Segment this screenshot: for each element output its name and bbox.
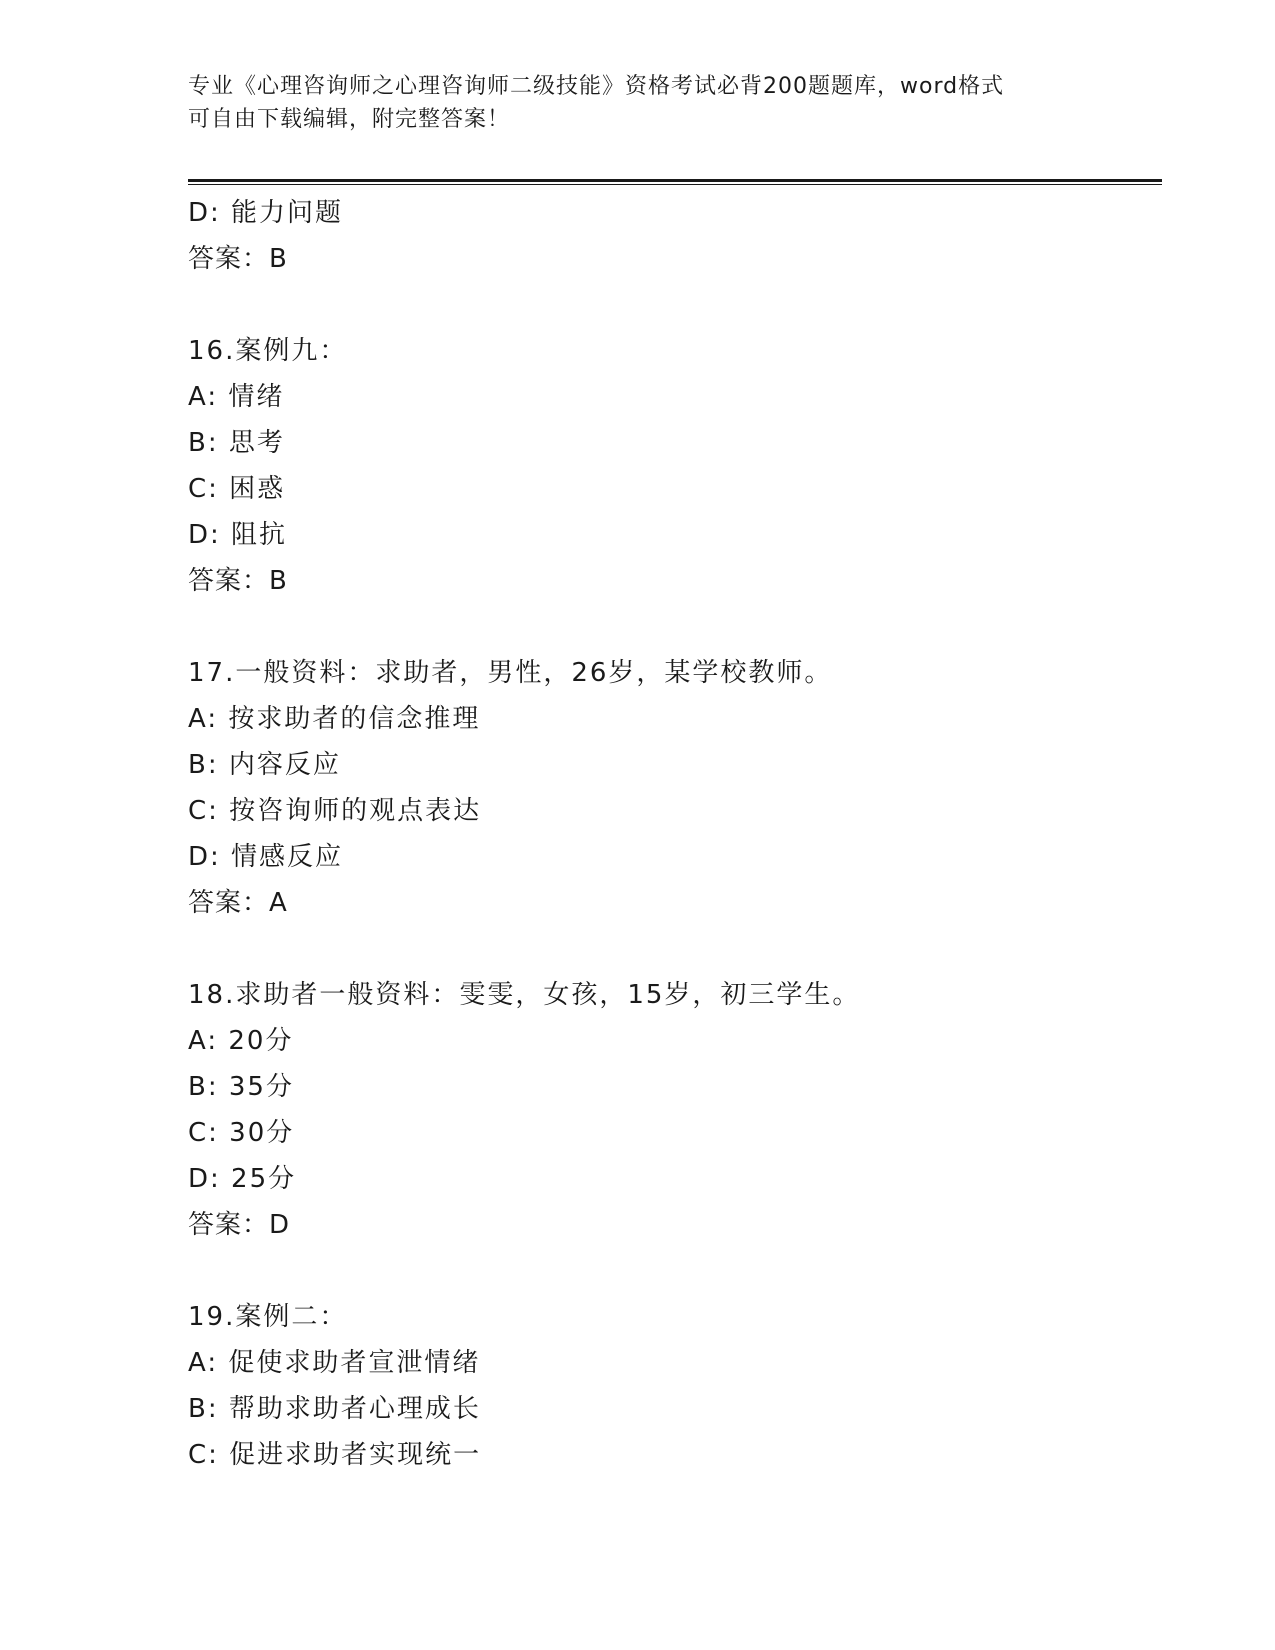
option-b: B: 帮助求助者心理成长 [188,1394,481,1424]
spacer [188,282,1162,328]
option-a: A: 促使求助者宣泄情绪 [188,1348,481,1378]
question-list [188,190,1162,1478]
option-c: C: 促进求助者实现统一 [188,1440,482,1470]
answer: 答案：D [188,1210,291,1240]
spacer [188,926,1162,972]
option-a: A: 20分 [188,1026,294,1056]
option-d: D: 阻抗 [188,520,288,550]
question-stem: 18.求助者一般资料：雯雯，女孩，15岁，初三学生。 [188,980,861,1010]
question-stem: 16.案例九： [188,336,348,366]
question-stem: 19.案例二： [188,1302,348,1332]
header-line-2: 可自由下载编辑，附完整答案！ [188,107,511,132]
option-d: D: 情感反应 [188,842,344,872]
option-c: C: 30分 [188,1118,295,1148]
header-line-1: 专业《心理咨询师之心理咨询师二级技能》资格考试必背200题题库，word格式 [188,74,1005,99]
option-a: A: 按求助者的信念推理 [188,704,481,734]
option-d: D: 能力问题 [188,198,344,228]
answer: 答案：B [188,566,288,596]
header-divider-thick [188,179,1162,182]
option-c: C: 困惑 [188,474,286,504]
question-stem: 17.一般资料：求助者，男性，26岁，某学校教师。 [188,658,833,688]
spacer [188,604,1162,650]
answer: 答案：B [188,244,288,274]
document-header [188,70,1088,136]
answer: 答案：A [188,888,288,918]
header-divider-thin [188,184,1162,185]
spacer [188,1248,1162,1294]
option-c: C: 按咨询师的观点表达 [188,796,482,826]
option-d: D: 25分 [188,1164,297,1194]
option-a: A: 情绪 [188,382,285,412]
option-b: B: 35分 [188,1072,294,1102]
option-b: B: 思考 [188,428,285,458]
option-b: B: 内容反应 [188,750,341,780]
